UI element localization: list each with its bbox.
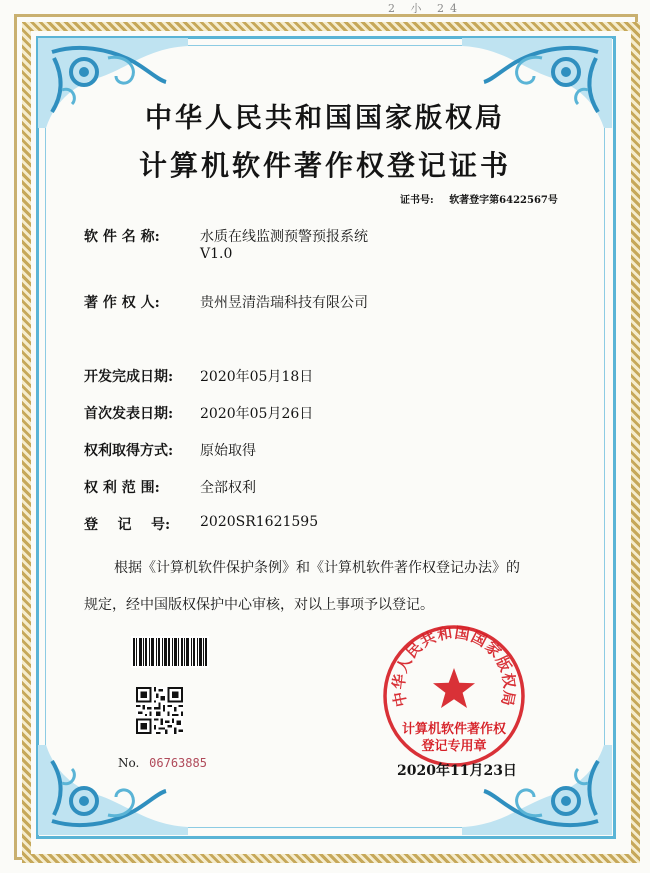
field-label: 权利取得方式: [84, 443, 174, 459]
field-publication-date [84, 403, 313, 423]
software-version: V1.0 [200, 246, 233, 262]
field-value [200, 226, 368, 262]
certificate-title: 计算机软件著作权登记证书 [138, 149, 511, 182]
field-copyright-owner [84, 292, 368, 312]
field-value: 原始取得 [200, 443, 256, 459]
certificate-number-value: 软著登字第6422567号 [449, 195, 558, 206]
certificate-number-label: 证书号: [400, 195, 434, 206]
issuer-title: 中华人民共和国国家版权局 [145, 103, 505, 134]
issue-date: 2020年11月23日 [397, 763, 517, 779]
seal-text-line-1: 计算机软件著作权 [401, 722, 506, 737]
field-value: 全部权利 [200, 480, 256, 496]
field-registration-number [84, 514, 318, 534]
field-label: 登 记 号: [84, 517, 171, 533]
field-label: 首次发表日期: [84, 406, 174, 422]
certificate-number [400, 191, 558, 206]
field-label: 权 利 范 围: [84, 480, 160, 496]
qr-code-icon [136, 687, 183, 734]
field-software-name [84, 226, 368, 262]
svg-text:中华人民共和国国家版权局: 中华人民共和国国家版权局 [389, 624, 519, 709]
field-completion-date [84, 366, 313, 386]
seal-text-line-2: 登记专用章 [421, 739, 487, 754]
software-name: 水质在线监测预警预报系统 [200, 229, 368, 245]
field-value: 贵州昱清浩瑞科技有限公司 [200, 295, 368, 311]
field-value: 2020年05月18日 [200, 369, 314, 385]
barcode-icon [131, 636, 209, 668]
field-label: 开发完成日期: [84, 369, 174, 385]
field-value: 2020年05月26日 [200, 406, 314, 422]
field-value: 2020SR1621595 [200, 514, 319, 530]
statement-line-2: 规定，经中国版权保护中心审核，对以上事项予以登记。 [84, 597, 434, 613]
serial-label: No. [118, 756, 140, 770]
field-label: 软 件 名 称: [84, 229, 160, 245]
serial-number [118, 756, 207, 770]
field-label: 著 作 权 人: [84, 295, 160, 311]
field-scope-of-rights [84, 477, 256, 497]
serial-value: 06763885 [149, 756, 207, 770]
statement-line-1: 根据《计算机软件保护条例》和《计算机软件著作权登记办法》的 [114, 560, 520, 576]
handwritten-note: 2 小 24 [388, 2, 463, 15]
field-acquisition-method [84, 440, 256, 460]
